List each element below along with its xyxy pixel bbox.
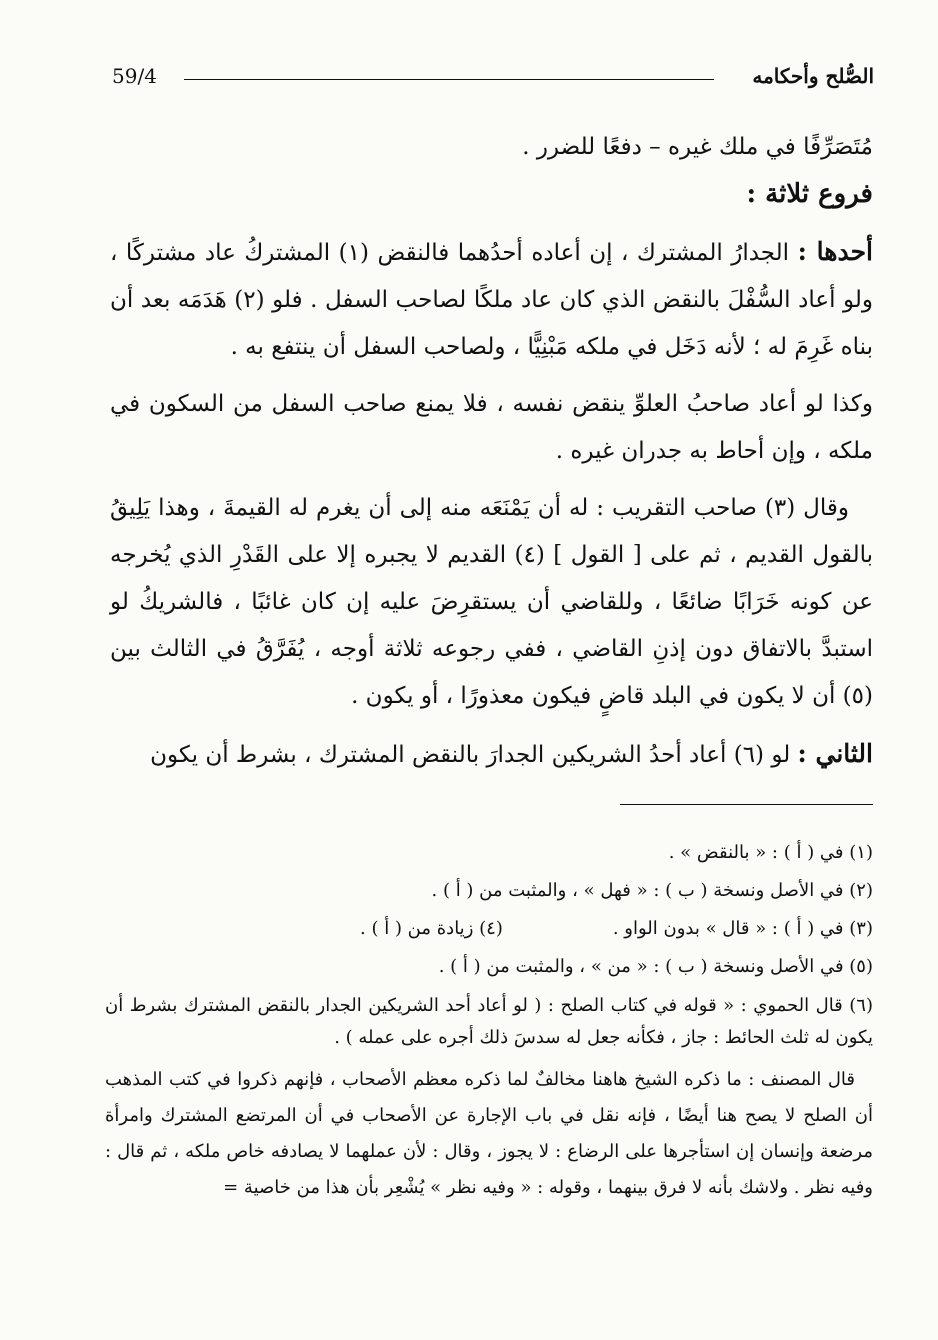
header-rule	[184, 79, 714, 80]
main-text	[110, 124, 873, 779]
footnote-row	[105, 910, 873, 948]
footnote: (٢) في الأصل ونسخة ( ب ) : « فهل » ، والمثبت من ( أ ) .	[431, 880, 873, 901]
paragraph: وقال (٣) صاحب التقريب : له أن يَمْنَعَه منه إلى أن يغرم له القيمةَ ، وهذا يَلِيقُ بالقول القديم ، ثم على [ القول ] (٤) القديم لا يجبره إلا على القَدْرِ الذي يُخرجه عن كونه خَرَابًا ضائعًا ، وللقاضي أن يستقرِضَ عليه إن كان غائبًا ، فالشريكُ لو استبدَّ بالاتفاق دون إذنِ القاضي ، ففي رجوعه ثلاثة أوجه ، يُفَرَّقُ في الثالث بين (٥) أن لا يكون في البلد قاضٍ فيكون معذورًا ، أو يكون .	[110, 495, 873, 709]
running-header	[112, 64, 874, 94]
footnote-continuation: قال المصنف : ما ذكره الشيخ هاهنا مخالفٌ لما ذكره معظم الأصحاب ، فإنهم ذكروا في كتب المذهب أن الصلح لا يصح هنا أيضًا ، فإنه نقل في باب الإجارة عن الأصحاب في أن المرتضع المشترك وامرأة مرضعة وإنسان إن استأجرها على الرضاع : لا يجوز ، وقال : لأن عملهما لا يصادفه خاص ملكه ، ثم قال : وفيه نظر . ولاشك بأنه لا فرق بينهما ، وقوله : « وفيه نظر » يُشْعِر بأن هذا من خاصية =	[105, 1069, 873, 1198]
paragraph-second-branch	[110, 730, 873, 779]
footnote: (٦) قال الحموي : « قوله في كتاب الصلح : ( لو أعاد أحد الشريكين الجدار بالنقض المشترك بشرط أن يكون له ثلث الحائط : جاز ، فكأنه جعل له سدسَ ذلك أجره على عمله ) .	[105, 995, 873, 1048]
chapter-title: الصُّلح وأحكامه	[752, 64, 874, 88]
footnote: (١) في ( أ ) : « بالنقض » .	[668, 842, 873, 863]
paragraph-text: الجدارُ المشترك ، إن أعاده أحدُهما فالنقض (١) المشتركُ عاد مشتركًا ، ولو أعاد السُّفْلَ بالنقض الذي كان عاد ملكًا لصاحب السفل . فلو (٢) هَدَمَه بعد أن بناه غَرِمَ له ؛ لأنه دَخَل في ملكه مَبْنِيًّا ، ولصاحب السفل أن ينتفع به .	[110, 240, 873, 360]
footnote: (٤) زيادة من ( أ ) .	[360, 918, 503, 939]
branch-label: الثاني :	[797, 739, 873, 768]
footnotes	[105, 834, 873, 1206]
branch-label: أحدها :	[797, 237, 874, 266]
footnote-separator	[620, 804, 873, 805]
paragraph: وكذا لو أعاد صاحبُ العلوِّ ينقض نفسه ، فلا يمنع صاحب السفل من السكون في ملكه ، وإن أحاط به جدران غيره .	[110, 391, 873, 464]
footnote: (٥) في الأصل ونسخة ( ب ) : « من » ، والمثبت من ( أ ) .	[438, 956, 873, 977]
paragraph-text: لو (٦) أعاد أحدُ الشريكين الجدارَ بالنقض المشترك ، بشرط أن يكون	[150, 742, 791, 768]
page-number: 59/4	[112, 64, 157, 88]
paragraph-first-branch	[110, 228, 873, 371]
footnote: (٣) في ( أ ) : « قال » بدون الواو .	[612, 918, 873, 939]
section-heading: فروع ثلاثة :	[746, 179, 873, 209]
paragraph-continuation: مُتَصَرِّفًا في ملك غيره – دفعًا للضرر .	[522, 134, 873, 160]
